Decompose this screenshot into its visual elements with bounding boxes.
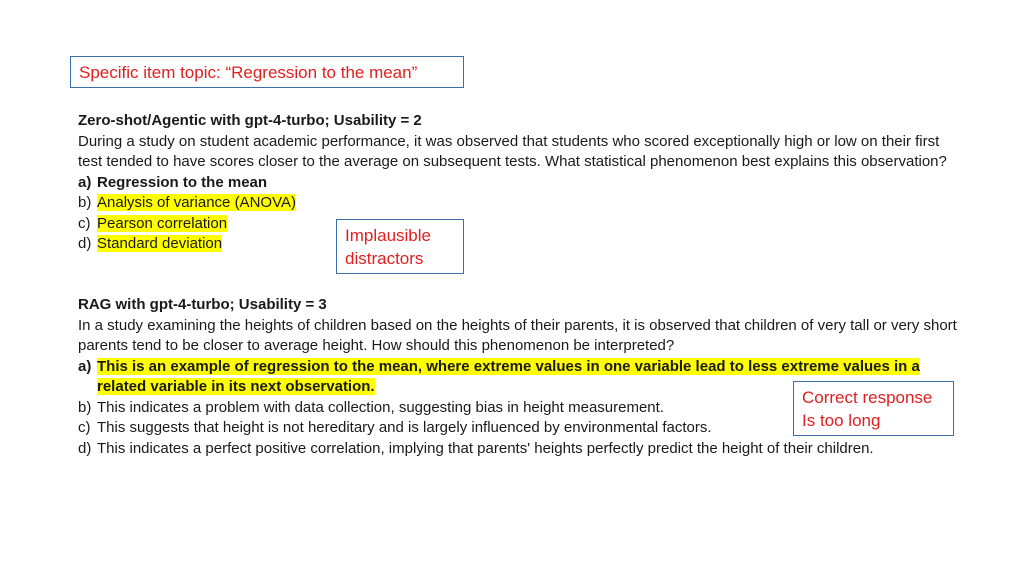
option-text-highlighted: This is an example of regression to the mean, where extreme values in one variable lead to less extreme values in a related variable in its next observation. <box>97 357 920 395</box>
option-label: c) <box>78 214 91 232</box>
option-label: b) <box>78 194 92 211</box>
option-text-highlighted: Pearson correlation <box>97 214 228 232</box>
example-2-option-d <box>78 439 958 460</box>
example-1-question: During a study on student academic performance, it was observed that students who scored exceptionally high or low on their first test tended to have scores closer to the average on subsequent tests. What statistical phenomenon best explains this observation? <box>78 132 947 170</box>
example-2-question: In a study examining the heights of children based on the heights of their parents, it is observed that children of very tall or very short parents tend to be closer to average height. How should this phenomenon be interpreted? <box>78 316 957 354</box>
option-label: d) <box>78 235 92 252</box>
option-text: Regression to the mean <box>97 173 268 191</box>
annotation-line-1: Correct response <box>802 388 933 407</box>
option-text: This indicates a problem with data collection, suggesting bias in height measurement. <box>97 398 664 416</box>
example-1-heading: Zero-shot/Agentic with gpt-4-turbo; Usability = 2 <box>78 112 422 129</box>
option-label: d) <box>78 439 92 457</box>
option-text: This indicates a perfect positive correlation, implying that parents' heights perfectly predict the height of their children. <box>97 439 874 457</box>
option-label: a) <box>78 173 92 191</box>
example-1-option-d <box>78 234 958 255</box>
option-text-highlighted: Analysis of variance (ANOVA) <box>97 194 296 211</box>
example-1-option-c <box>78 214 958 235</box>
annotation-correct-too-long <box>793 381 954 436</box>
example-1-option-a <box>78 173 958 194</box>
option-label: b) <box>78 398 92 416</box>
example-1-option-b <box>78 193 958 214</box>
example-2-heading: RAG with gpt-4-turbo; Usability = 3 <box>78 296 327 313</box>
topic-text: Specific item topic: “Regression to the mean” <box>79 63 418 82</box>
option-label: c) <box>78 419 91 436</box>
option-text: This suggests that height is not hereditary and is largely influenced by environmental factors. <box>97 419 712 436</box>
annotation-line-2: distractors <box>345 249 424 268</box>
option-label: a) <box>78 357 92 375</box>
topic-box <box>70 56 464 88</box>
example-zero-shot <box>78 111 958 255</box>
annotation-line-1: Implausible <box>345 226 431 245</box>
annotation-line-2: Is too long <box>802 411 881 430</box>
option-text-highlighted: Standard deviation <box>97 235 223 252</box>
annotation-implausible-distractors <box>336 219 464 274</box>
